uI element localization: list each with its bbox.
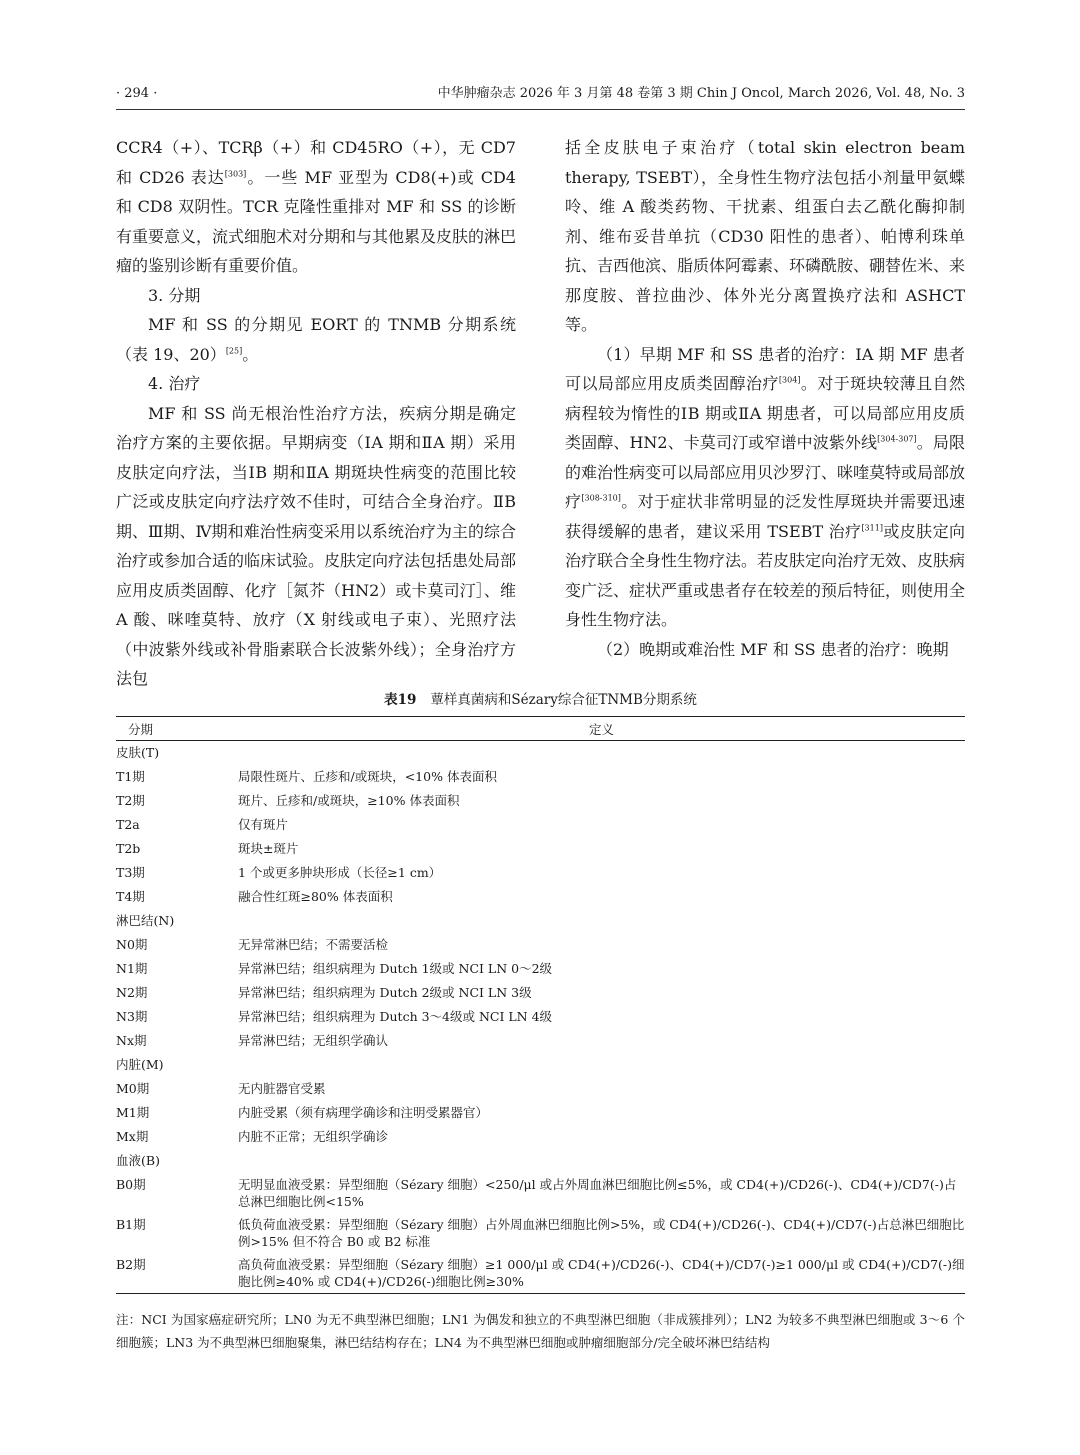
column-header-stage: 分期 [116, 717, 238, 741]
right-column [565, 133, 965, 664]
left-column [116, 133, 516, 694]
paragraph: 括全皮肤电子束治疗（total skin electron beam therapy, TSEBT），全身性生物疗法包括小剂量甲氨蝶呤、维 A 酸类药物、干扰素、组蛋白去乙酰化酶抑制剂、维布妥昔单抗（CD30 阳性的患者）、帕博利珠单抗、吉西他滨、脂质体阿霉素、环磷酰胺、硼替佐米、来那度胺、普拉曲沙、体外光分离置换疗法和 ASHCT 等。 [565, 138, 966, 334]
table-title: 蕈样真菌病和Sézary综合征TNMB分期系统 [430, 692, 697, 708]
section-heading: 3. 分期 [148, 285, 201, 305]
page-header [116, 84, 965, 104]
table-row: N0期 无异常淋巴结；不需要活检 [116, 937, 389, 952]
table-section-row: 内脏(M) [116, 1057, 164, 1072]
staging-table [116, 716, 965, 1294]
table-section-row: 皮肤(T) [116, 745, 160, 760]
table-row: N2期 异常淋巴结；组织病理为 Dutch 2级或 NCI LN 3级 [116, 985, 532, 1000]
citation-ref[interactable]: [311] [861, 523, 883, 533]
citation-ref[interactable]: [308-310] [581, 493, 621, 503]
column-header-definition: 定义 [238, 717, 965, 741]
table-row: B0期 无明显血液受累：异型细胞（Sézary 细胞）<250/μl 或占外周血淋巴细胞比例≤5%，或 CD4(+)/CD26(-)、CD4(+)/CD7(-)占总淋巴细胞比例<15% [116, 1177, 957, 1209]
table-section-row: 淋巴结(N) [116, 913, 175, 928]
table-section-row: 血液(B) [116, 1153, 160, 1168]
table-row: M1期 内脏受累（须有病理学确诊和注明受累器官） [116, 1105, 489, 1120]
paragraph: （2）晚期或难治性 MF 和 SS 患者的治疗：晚期 [597, 639, 949, 659]
table-row: B2期 高负荷血液受累：异型细胞（Sézary 细胞）≥1 000/μl 或 CD4(+)/CD26(-)、CD4(+)/CD7(-)≥1 000/μl 或 CD4(+)/CD7(-)细胞比例≥40% 或 CD4(+)/CD26(-)细胞比例≥30% [116, 1253, 965, 1294]
table-caption [116, 690, 965, 710]
table-row: M0期 无内脏器官受累 [116, 1081, 326, 1096]
citation-ref[interactable]: [303] [224, 169, 247, 179]
table-row: Mx期 内脏不正常；无组织学确诊 [116, 1129, 389, 1144]
table-note: 注：NCI 为国家癌症研究所；LN0 为无不典型淋巴细胞；LN1 为偶发和独立的不典型淋巴细胞（非成簇排列）；LN2 为较多不典型淋巴细胞或 3～6 个细胞簇；LN3 为不典型淋巴细胞聚集，淋巴结结构存在；LN4 为不典型淋巴细胞或肿瘤细胞部分/完全破坏淋巴结结构 [116, 1312, 965, 1350]
table-label: 表19 [384, 692, 417, 708]
paragraph: MF 和 SS 的分期见 EORT 的 TNMB 分期系统（表 19、20）[25]。 [116, 315, 516, 364]
paragraph: CCR4（+）、TCRβ（+）和 CD45RO（+），无 CD7 和 CD26 表达[303]。一些 MF 亚型为 CD8(+)或 CD4 和 CD8 双阴性。TCR 克隆性重排对 MF 和 SS 的诊断有重要意义，流式细胞术对分期和与其他累及皮肤的淋巴瘤的鉴别诊断有重要价值。 [116, 138, 517, 275]
table-header-row [116, 717, 965, 741]
table-row: B1期 低负荷血液受累：异型细胞（Sézary 细胞）占外周血淋巴细胞比例>5%，或 CD4(+)/CD26(-)、CD4(+)/CD7(-)占总淋巴细胞比例>15% 但不符合 B0 或 B2 标准 [116, 1217, 965, 1249]
citation-ref[interactable]: [304] [778, 375, 801, 385]
section-heading: 4. 治疗 [148, 374, 201, 393]
page-number: · 294 · [116, 86, 158, 101]
citation-ref[interactable]: [25] [225, 346, 243, 356]
table-row: T2期 斑片、丘疹和/或斑块，≥10% 体表面积 [116, 793, 460, 808]
table-row: T4期 融合性红斑≥80% 体表面积 [116, 889, 393, 904]
table-row: T1期 局限性斑片、丘疹和/或斑块，<10% 体表面积 [116, 769, 497, 784]
table-row: T3期 1 个或更多肿块形成（长径≥1 cm） [116, 865, 442, 880]
table-row: N1期 异常淋巴结；组织病理为 Dutch 1级或 NCI LN 0～2级 [116, 961, 553, 976]
journal-citation: 中华肿瘤杂志 2026 年 3 月第 48 卷第 3 期 Chin J Oncol, March 2026, Vol. 48, No. 3 [437, 86, 965, 101]
table-row: Nx期 异常淋巴结；无组织学确认 [116, 1033, 389, 1048]
citation-ref[interactable]: [304-307] [877, 434, 917, 444]
paragraph: （1）早期 MF 和 SS 患者的治疗：ⅠA 期 MF 患者可以局部应用皮质类固醇治疗[304]。对于斑块较薄且自然病程较为惰性的ⅠB 期或ⅡA 期患者，可以局部应用皮质类固醇、HN2、卡莫司汀或窄谱中波紫外线[304-307]。局限的难治性病变可以局部应用贝沙罗汀、咪喹莫特或局部放疗[308-310]。对于症状非常明显的泛发性厚斑块并需要迅速获得缓解的患者，建议采用 TSEBT 治疗[311]或皮肤定向治疗联合全身性生物疗法。若皮肤定向治疗无效、皮肤病变广泛、症状严重或患者存在较差的预后特征，则使用全身性生物疗法。 [565, 344, 966, 629]
table-row: N3期 异常淋巴结；组织病理为 Dutch 3～4级或 NCI LN 4级 [116, 1009, 553, 1024]
table-row: T2a 仅有斑片 [116, 817, 289, 832]
paragraph: MF 和 SS 尚无根治性治疗方法，疾病分期是确定治疗方案的主要依据。早期病变（ⅠA 期和ⅡA 期）采用皮肤定向疗法，当ⅠB 期和ⅡA 期斑块性病变的范围比较广泛或皮肤定向疗法疗效不佳时，可结合全身治疗。ⅡB 期、Ⅲ期、Ⅳ期和难治性病变采用以系统治疗为主的综合治疗或参加合适的临床试验。皮肤定向疗法包括患处局部应用皮质类固醇、化疗［氮芥（HN2）或卡莫司汀］、维 A 酸、咪喹莫特、放疗（X 射线或电子束）、光照疗法（中波紫外线或补骨脂素联合长波紫外线）；全身治疗方法包 [116, 403, 517, 688]
table-row: T2b 斑块±斑片 [116, 841, 299, 856]
header-rule [116, 109, 965, 110]
